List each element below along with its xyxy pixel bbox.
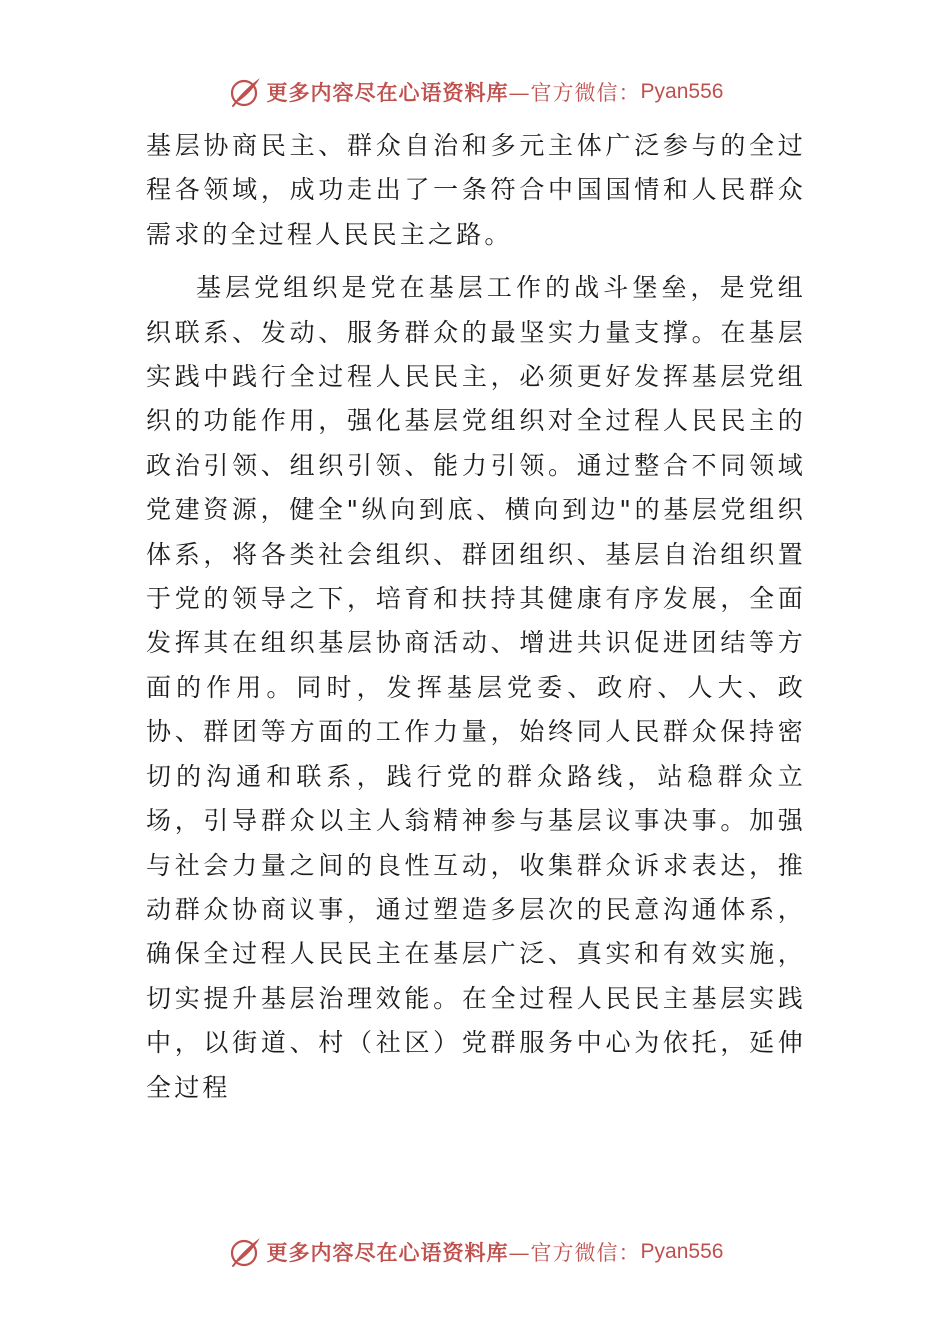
banner-title: 更多内容尽在心语资料库: [266, 1240, 509, 1265]
banner-title: 更多内容尽在心语资料库: [266, 80, 509, 105]
banner-wechat-id: Pyan556: [640, 1240, 724, 1263]
header-banner: [0, 72, 950, 112]
footer-banner: [0, 1232, 950, 1272]
banner-wechat-id: Pyan556: [640, 80, 724, 103]
quill-pen-logo-icon: [227, 74, 263, 110]
quill-pen-logo-icon: [227, 1234, 263, 1270]
document-body: [146, 124, 806, 1110]
paragraph-main: 基层党组织是党在基层工作的战斗堡垒，是党组织联系、发动、服务群众的最坚实力量支撑。在基层实践中践行全过程人民民主，必须更好发挥基层党组织的功能作用，强化基层党组织对全过程人民民主的政治引领、组织引领、能力引领。通过整合不同领域党建资源，健全"纵向到底、横向到边"的基层党组织体系，将各类社会组织、群团组织、基层自治组织置于党的领导之下，培育和扶持其健康有序发展，全面发挥其在组织基层协商活动、增进共识促进团结等方面的作用。同时，发挥基层党委、政府、人大、政协、群团等方面的工作力量，始终同人民群众保持密切的沟通和联系，践行党的群众路线，站稳群众立场，引导群众以主人翁精神参与基层议事决事。加强与社会力量之间的良性互动，收集群众诉求表达，推动群众协商议事，通过塑造多层次的民意沟通体系，确保全过程人民民主在基层广泛、真实和有效实施，切实提升基层治理效能。在全过程人民民主基层实践中，以街道、村（社区）党群服务中心为依托，延伸全过程: [146, 273, 806, 1102]
banner-wechat-label: —官方微信：: [508, 81, 641, 105]
banner-wechat-label: —官方微信：: [508, 1241, 641, 1265]
paragraph-continuation: 基层协商民主、群众自治和多元主体广泛参与的全过程各领域，成功走出了一条符合中国国情和人民群众需求的全过程人民民主之路。: [146, 131, 806, 249]
